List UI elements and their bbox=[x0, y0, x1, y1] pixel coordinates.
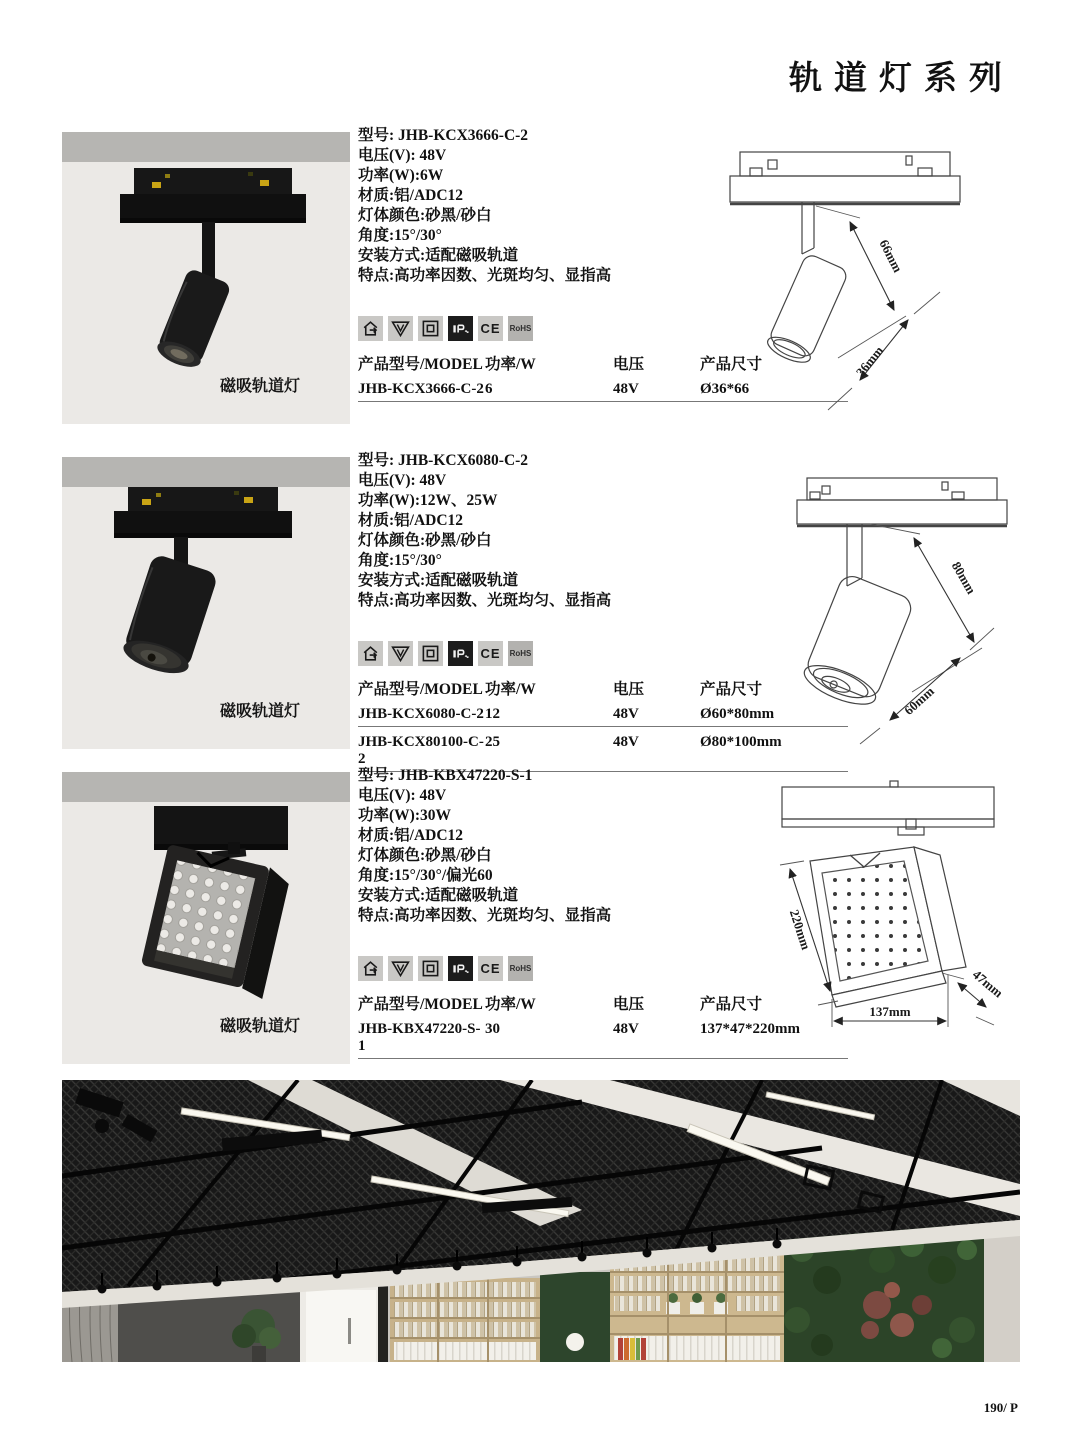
spec-line: 角度:15°/30° bbox=[358, 227, 442, 244]
track-spotlight-large-image bbox=[62, 457, 350, 749]
rohs-icon: RoHS bbox=[508, 316, 533, 341]
dimension-drawing-2 bbox=[762, 460, 1062, 750]
cell-voltage: 48V bbox=[613, 734, 639, 750]
dim-label-220mm: 220mm bbox=[786, 907, 814, 952]
spec-line: 型号: JHB-KBX47220-S-1 bbox=[358, 767, 533, 784]
cell-model: JHB-KCX80100-C-2 bbox=[358, 734, 484, 767]
cell-model: JHB-KCX6080-C-2 bbox=[358, 706, 484, 722]
track-spotlight-small-image bbox=[62, 132, 350, 424]
col-header: 功率/W bbox=[485, 356, 536, 373]
class-ii-insulation-icon bbox=[418, 316, 443, 341]
spec-line: 型号: JHB-KCX6080-C-2 bbox=[358, 452, 529, 469]
photo-caption: 磁吸轨道灯 bbox=[219, 1018, 300, 1035]
voltage-triangle-icon bbox=[388, 641, 413, 666]
spec-list bbox=[358, 451, 688, 611]
spec-line: 安装方式:适配磁吸轨道 bbox=[358, 572, 519, 589]
spec-line: 功率(W):30W bbox=[358, 807, 451, 824]
spec-line: 功率(W):12W、25W bbox=[358, 492, 498, 509]
ce-mark-icon: CE bbox=[478, 956, 503, 981]
rohs-icon: RoHS bbox=[508, 956, 533, 981]
ce-mark-icon: CE bbox=[478, 316, 503, 341]
col-header: 电压 bbox=[613, 681, 645, 698]
ip-rating-icon bbox=[448, 641, 473, 666]
col-header: 电压 bbox=[613, 996, 645, 1013]
photo-caption: 磁吸轨道灯 bbox=[219, 703, 300, 720]
spec-line: 安装方式:适配磁吸轨道 bbox=[358, 887, 519, 904]
product-photo-1 bbox=[62, 132, 350, 424]
dim-label-60mm: 60mm bbox=[901, 683, 937, 718]
spec-line: 材质:铝/ADC12 bbox=[358, 512, 464, 529]
col-header: 产品尺寸 bbox=[700, 996, 763, 1013]
indoor-use-icon bbox=[358, 956, 383, 981]
cell-power: 25 bbox=[485, 734, 500, 750]
cell-model: JHB-KCX3666-C-2 bbox=[358, 381, 484, 397]
spec-line: 型号: JHB-KCX3666-C-2 bbox=[358, 127, 529, 144]
cell-size: Ø80*100mm bbox=[700, 734, 782, 750]
spec-line: 材质:铝/ADC12 bbox=[358, 827, 464, 844]
cell-size: Ø36*66 bbox=[700, 381, 750, 397]
voltage-triangle-icon bbox=[388, 956, 413, 981]
dimension-drawing-1 bbox=[710, 130, 1040, 430]
dim-label-80mm: 80mm bbox=[948, 558, 980, 597]
spec-line: 角度:15°/30° bbox=[358, 552, 442, 569]
col-header: 产品型号/MODEL bbox=[358, 996, 483, 1013]
interior-scene-image bbox=[62, 1080, 1020, 1362]
product-section-1 bbox=[62, 127, 1042, 445]
page-title: 轨道灯系列 bbox=[789, 61, 1014, 97]
col-header: 产品尺寸 bbox=[700, 356, 763, 373]
spec-line: 特点:高功率因数、光斑均匀、显指高 bbox=[358, 267, 612, 284]
dimension-drawing-3 bbox=[730, 775, 1060, 1040]
cell-size: 137*47*220mm bbox=[700, 1021, 800, 1037]
cell-power: 12 bbox=[485, 706, 500, 722]
page-number: 190/ P bbox=[983, 1400, 1018, 1415]
spec-list bbox=[358, 766, 688, 926]
spec-line: 电压(V): 48V bbox=[358, 147, 447, 164]
col-header: 功率/W bbox=[485, 996, 536, 1013]
indoor-use-icon bbox=[358, 316, 383, 341]
spec-line: 灯体颜色:砂黑/砂白 bbox=[358, 207, 492, 224]
photo-caption: 磁吸轨道灯 bbox=[219, 378, 300, 395]
indoor-use-icon bbox=[358, 641, 383, 666]
spec-line: 材质:铝/ADC12 bbox=[358, 187, 464, 204]
certification-icons bbox=[358, 316, 533, 341]
spec-line: 灯体颜色:砂黑/砂白 bbox=[358, 847, 492, 864]
application-scene-photo bbox=[62, 1080, 1020, 1362]
spec-line: 电压(V): 48V bbox=[358, 787, 447, 804]
dim-label-137mm: 137mm bbox=[869, 1004, 911, 1019]
dim-label-36mm: 36mm bbox=[852, 342, 887, 380]
product-section-3 bbox=[62, 767, 1042, 1085]
spec-line: 安装方式:适配磁吸轨道 bbox=[358, 247, 519, 264]
cell-voltage: 48V bbox=[613, 706, 639, 722]
spec-line: 角度:15°/30°/偏光60 bbox=[358, 867, 493, 884]
cell-power: 30 bbox=[485, 1021, 500, 1037]
spec-line: 电压(V): 48V bbox=[358, 472, 447, 489]
cell-model: JHB-KBX47220-S-1 bbox=[358, 1021, 481, 1054]
dim-label-66mm: 66mm bbox=[876, 237, 906, 275]
col-header: 产品型号/MODEL bbox=[358, 681, 483, 698]
certification-icons bbox=[358, 641, 533, 666]
dim-label-47mm: 47mm bbox=[969, 966, 1006, 1001]
product-photo-3 bbox=[62, 772, 350, 1064]
col-header: 功率/W bbox=[485, 681, 536, 698]
ip-rating-icon bbox=[448, 316, 473, 341]
col-header: 产品型号/MODEL bbox=[358, 356, 483, 373]
product-section-2 bbox=[62, 452, 1042, 770]
spec-line: 特点:高功率因数、光斑均匀、显指高 bbox=[358, 907, 612, 924]
ip-rating-icon bbox=[448, 956, 473, 981]
cell-voltage: 48V bbox=[613, 1021, 639, 1037]
spec-line: 灯体颜色:砂黑/砂白 bbox=[358, 532, 492, 549]
cell-power: 6 bbox=[485, 381, 493, 397]
class-ii-insulation-icon bbox=[418, 641, 443, 666]
certification-icons bbox=[358, 956, 533, 981]
track-floodlight-image bbox=[62, 772, 350, 1064]
spec-list bbox=[358, 126, 688, 286]
spec-line: 功率(W):6W bbox=[358, 167, 444, 184]
spec-line: 特点:高功率因数、光斑均匀、显指高 bbox=[358, 592, 612, 609]
col-header: 电压 bbox=[613, 356, 645, 373]
voltage-triangle-icon bbox=[388, 316, 413, 341]
col-header: 产品尺寸 bbox=[700, 681, 763, 698]
cell-voltage: 48V bbox=[613, 381, 639, 397]
cell-size: Ø60*80mm bbox=[700, 706, 775, 722]
class-ii-insulation-icon bbox=[418, 956, 443, 981]
rohs-icon: RoHS bbox=[508, 641, 533, 666]
ce-mark-icon: CE bbox=[478, 641, 503, 666]
product-photo-2 bbox=[62, 457, 350, 749]
